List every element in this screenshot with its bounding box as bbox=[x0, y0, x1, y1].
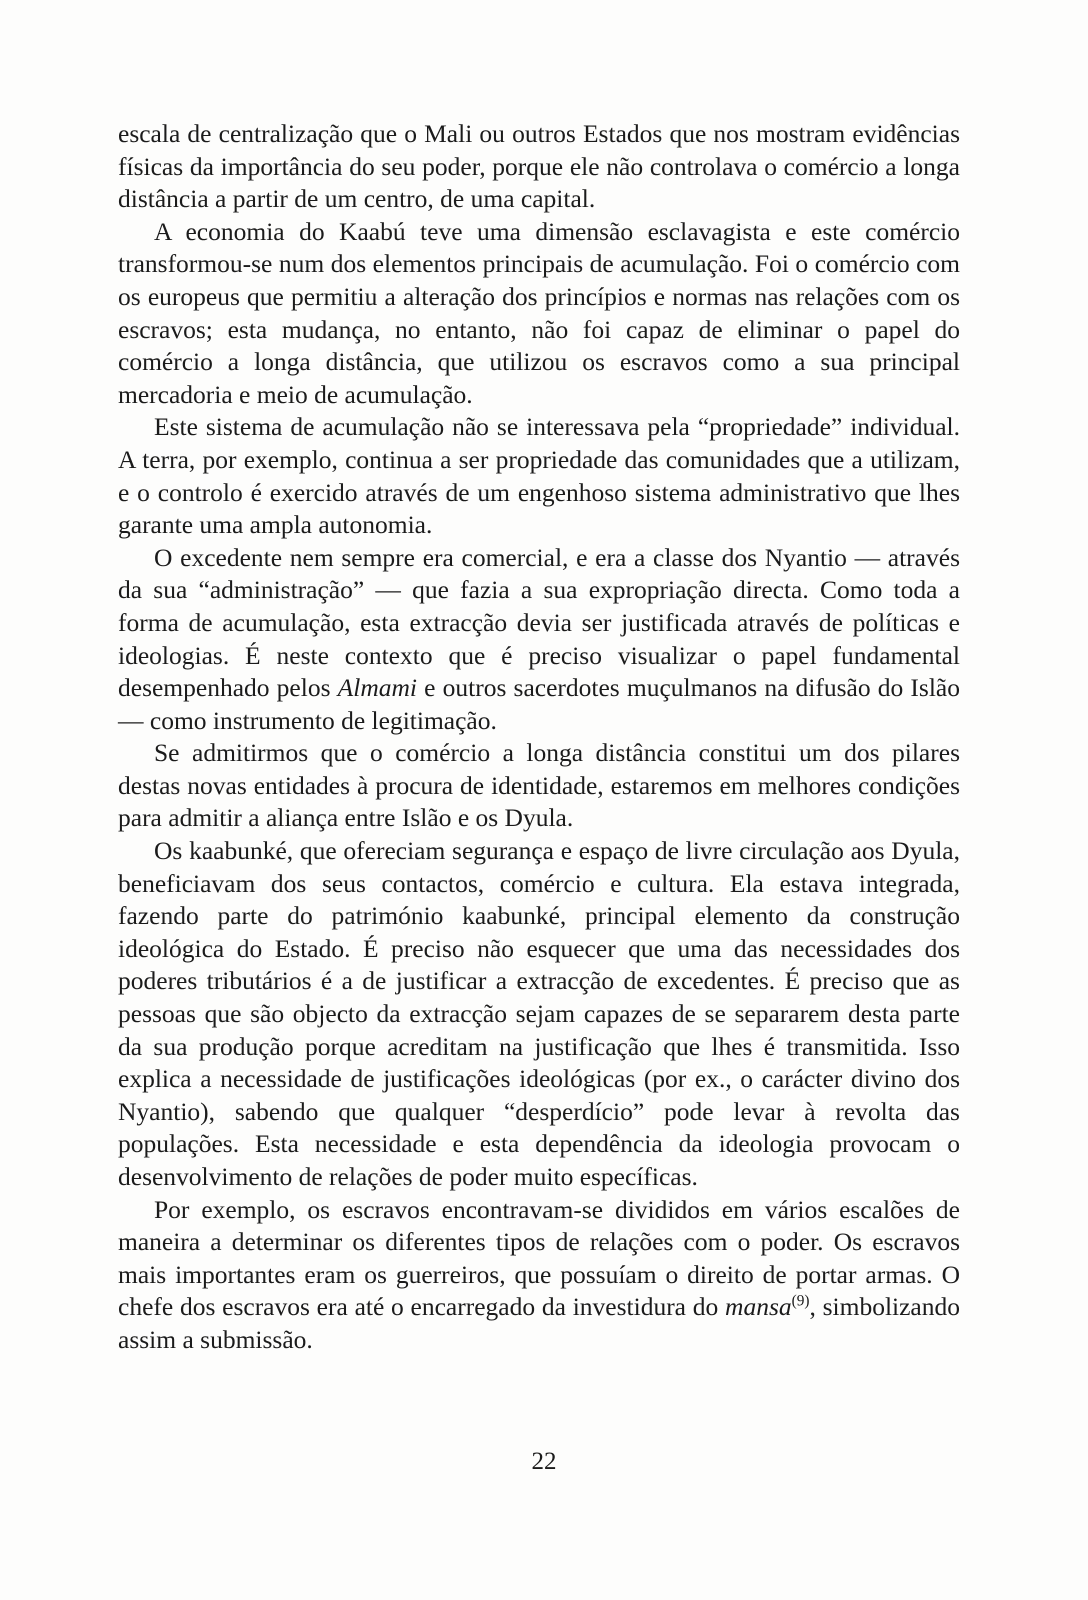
paragraph bbox=[118, 542, 960, 738]
text-run: Os kaabunké, que ofereciam segurança e espaço de livre circulação aos Dyula, beneficiavam dos seus contactos, comércio e cultura. Ela estava integrada, fazendo parte do património kaabunké, principal elemento da construção ideológica do Estado. É preciso não esquecer que uma das necessidades dos poderes tributários é a de justificar a extracção de excedentes. É preciso que as pessoas que são objecto da extracção sejam capazes de se separarem desta parte da sua produção porque acreditam na justificação que lhes é transmitida. Isso explica a necessidade de justificações ideológicas (por ex., o carácter divino dos Nyantio), sabendo que qualquer “desperdício” pode levar à revolta das populações. Esta necessidade e esta dependência da ideologia provocam o desenvolvimento de relações de poder muito específicas. bbox=[118, 836, 960, 1191]
text-run: , simbolizando assim a submissão. bbox=[118, 1292, 960, 1354]
italic-term: mansa bbox=[725, 1292, 792, 1322]
paragraph bbox=[118, 737, 960, 835]
text-run: Se admitirmos que o comércio a longa distância constitui um dos pilares destas novas entidades à procura de identidade, estaremos em melhores condições para admitir a aliança entre Islão e os Dyula. bbox=[118, 738, 960, 833]
text-run: O excedente nem sempre era comercial, e era a classe dos Nyantio — através da sua “administração” — que fazia a sua expropriação directa. Como toda a forma de acumulação, esta extracção devia ser justificada através de políticas e ideologias. É neste contexto que é preciso visualizar o papel fundamental desempenhado pelos bbox=[118, 542, 960, 703]
paragraph bbox=[118, 118, 960, 216]
paragraph bbox=[118, 216, 960, 412]
paragraph bbox=[118, 835, 960, 1194]
footnote-ref: (9) bbox=[791, 1292, 810, 1310]
paragraph bbox=[118, 1194, 960, 1357]
text-run: Este sistema de acumulação não se interessava pela “propriedade” individual. A terra, por exemplo, continua a ser propriedade das comunidades que a utilizam, e o controlo é exercido através de um engenhoso sistema administrativo que lhes garante uma ampla autonomia. bbox=[118, 412, 960, 540]
text-run: e outros sacerdotes muçulmanos na difusão do Islão — como instrumento de legitimação. bbox=[118, 673, 960, 735]
paragraph bbox=[118, 411, 960, 541]
page-number: 22 bbox=[531, 1448, 557, 1475]
text-run: escala de centralização que o Mali ou outros Estados que nos mostram evidências físicas da importância do seu poder, porque ele não controlava o comércio a longa distância a partir de um centro, de uma capital. bbox=[118, 119, 960, 214]
body-text bbox=[118, 118, 960, 1357]
text-run: Por exemplo, os escravos encontravam-se divididos em vários escalões de maneira a determinar os diferentes tipos de relações com o poder. Os escravos mais importantes eram os guerreiros, que possuíam o direito de portar armas. O chefe dos escravos era até o encarregado da investidura do bbox=[118, 1194, 960, 1322]
italic-term: Almami bbox=[337, 673, 417, 703]
text-run: A economia do Kaabú teve uma dimensão esclavagista e este comércio transformou-se num dos elementos principais de acumulação. Foi o comércio com os europeus que permitiu a alteração dos princípios e normas nas relações com os escravos; esta mudança, no entanto, não foi capaz de eliminar o papel do comércio a longa distância, que utilizou os escravos como a sua principal mercadoria e meio de acumulação. bbox=[118, 216, 960, 409]
